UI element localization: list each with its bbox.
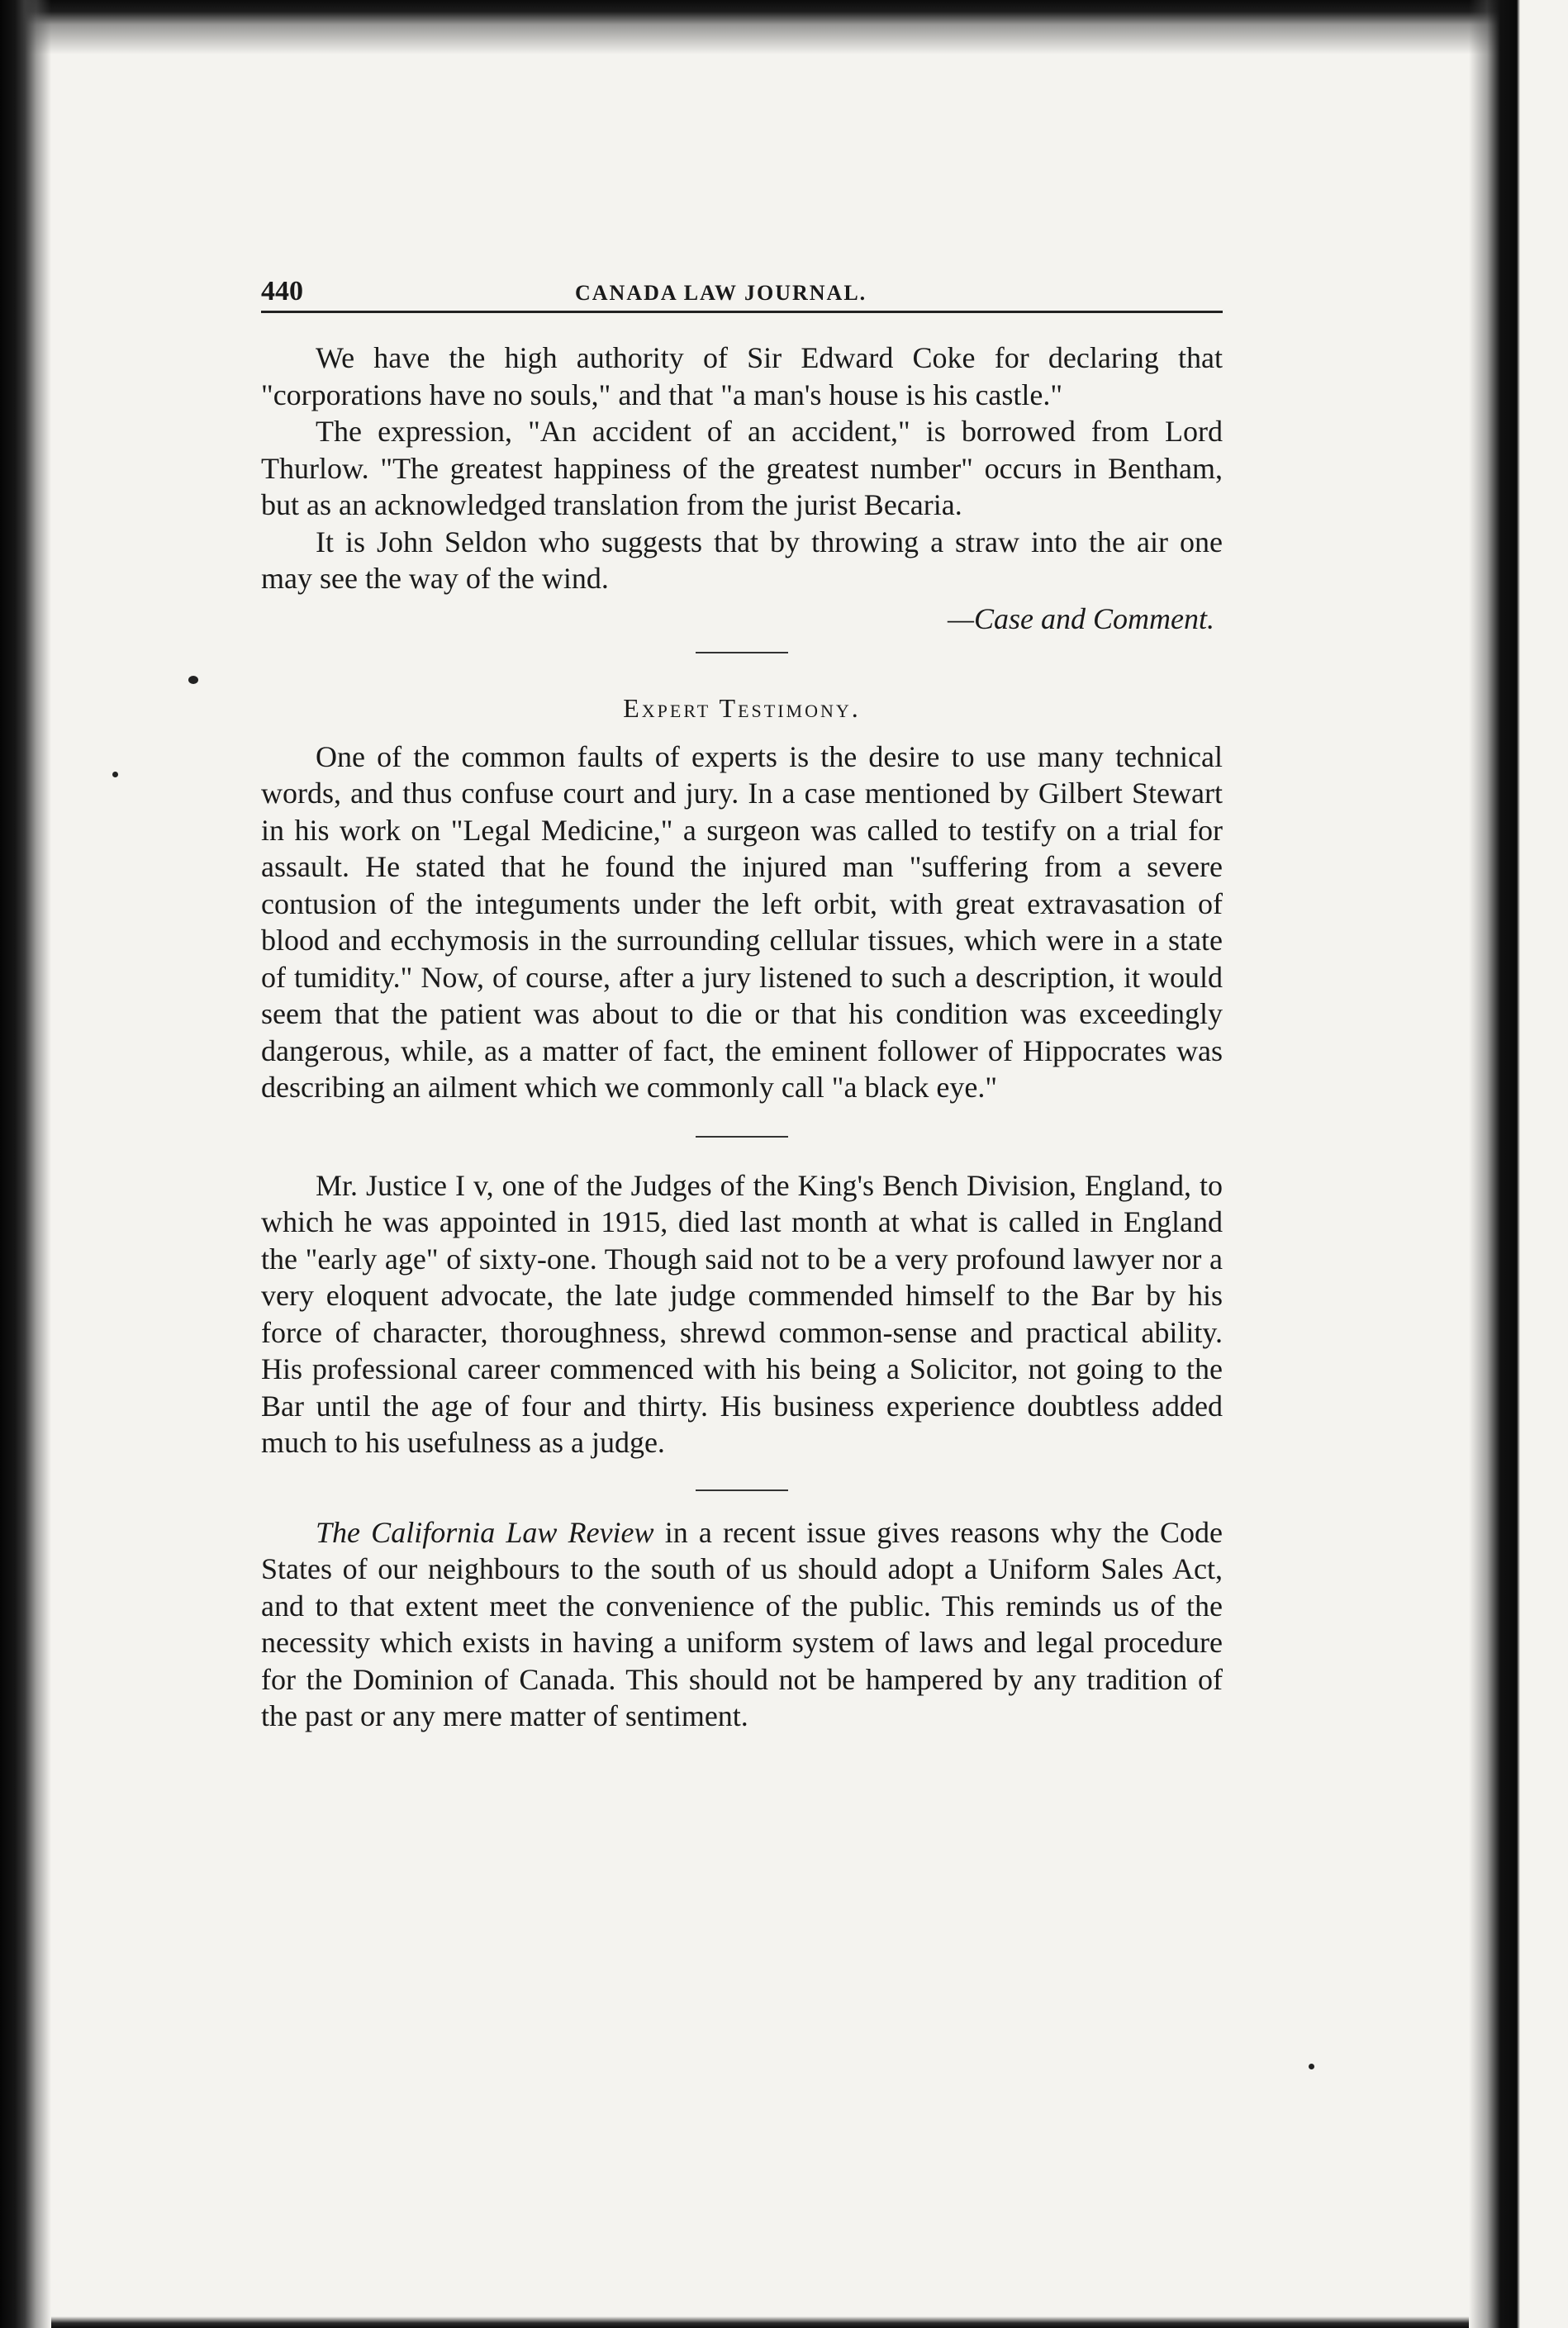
thurlow-paragraph: The expression, "An accident of an accident," is borrowed from Lord Thurlow. "The greatest happiness of the greatest number" occurs in Bentham, but as an acknowledged translation from the jurist Becaria.: [261, 415, 1223, 521]
coke-paragraph: We have the high authority of Sir Edward Coke for declaring that "corporations have no souls," and that "a man's house is his castle.": [261, 341, 1223, 411]
scan-speck: [188, 676, 198, 684]
section-divider: [696, 652, 788, 653]
california-review-paragraph: [261, 1514, 1223, 1735]
section-divider: [696, 1489, 788, 1491]
scan-edge-right: [1469, 0, 1568, 2328]
section-divider: [696, 1136, 788, 1138]
scan-speck: [1309, 2064, 1314, 2069]
page-number: 440: [261, 276, 303, 306]
california-review-text: in a recent issue gives reasons why the Code States of our neighbours to the south of us should adopt a Uniform Sales Act, and to that extent meet the convenience of the public. This reminds us of the necessity which exists in having a uniform system of laws and legal procedure for the Dominion of Canada. This should not be hampered by any tradition of the past or any mere matter of sentiment.: [261, 1515, 1223, 1732]
scan-edge-left: [0, 0, 51, 2328]
scan-speck: [112, 772, 118, 777]
expert-testimony-paragraph: One of the common faults of experts is the desire to use many technical words, and thus confuse court and jury. In a case mentioned by Gilbert Stewart in his work on "Legal Medicine," a surgeon was called to testify on a trial for assault. He stated that he found the injured man "suffering from a severe contusion of the integuments under the left orbit, with great extravasation of blood and ecchymosis in the surrounding cellular tissues, which were in a state of tumidity." Now, of course, after a jury listened to such a description, it would seem that the patient was about to die or that his condition was exceedingly dangerous, while, as a matter of fact, the eminent follower of Hippocrates was describing an ailment which we commonly call "a black eye.": [261, 739, 1223, 1104]
scan-edge-bottom: [51, 2316, 1469, 2328]
seldon-paragraph: It is John Seldon who suggests that by throwing a straw into the air one may see the way of the wind.: [261, 525, 1223, 595]
source-attribution: —Case and Comment.: [948, 601, 1214, 635]
running-head: [261, 273, 1223, 313]
page-content: [261, 273, 1223, 1735]
journal-title: CANADA LAW JOURNAL.: [575, 281, 867, 305]
review-title: The California Law Review: [316, 1515, 654, 1549]
scan-edge-top: [0, 0, 1568, 55]
obituary-paragraph: Mr. Justice I v, one of the Judges of the King's Bench Division, England, to which he was appointed in 1915, died last month at what is called in England the "early age" of sixty-one. Though said not to be a very profound lawyer nor a very eloquent advocate, the late judge commended himself to the Bar by his force of character, thoroughness, shrewd common-sense and practical ability. His professional career commenced with his being a Solicitor, not going to the Bar until the age of four and thirty. His business experience doubtless added much to his usefulness as a judge.: [261, 1168, 1223, 1459]
section-title-expert-testimony: Expert Testimony.: [623, 692, 861, 723]
